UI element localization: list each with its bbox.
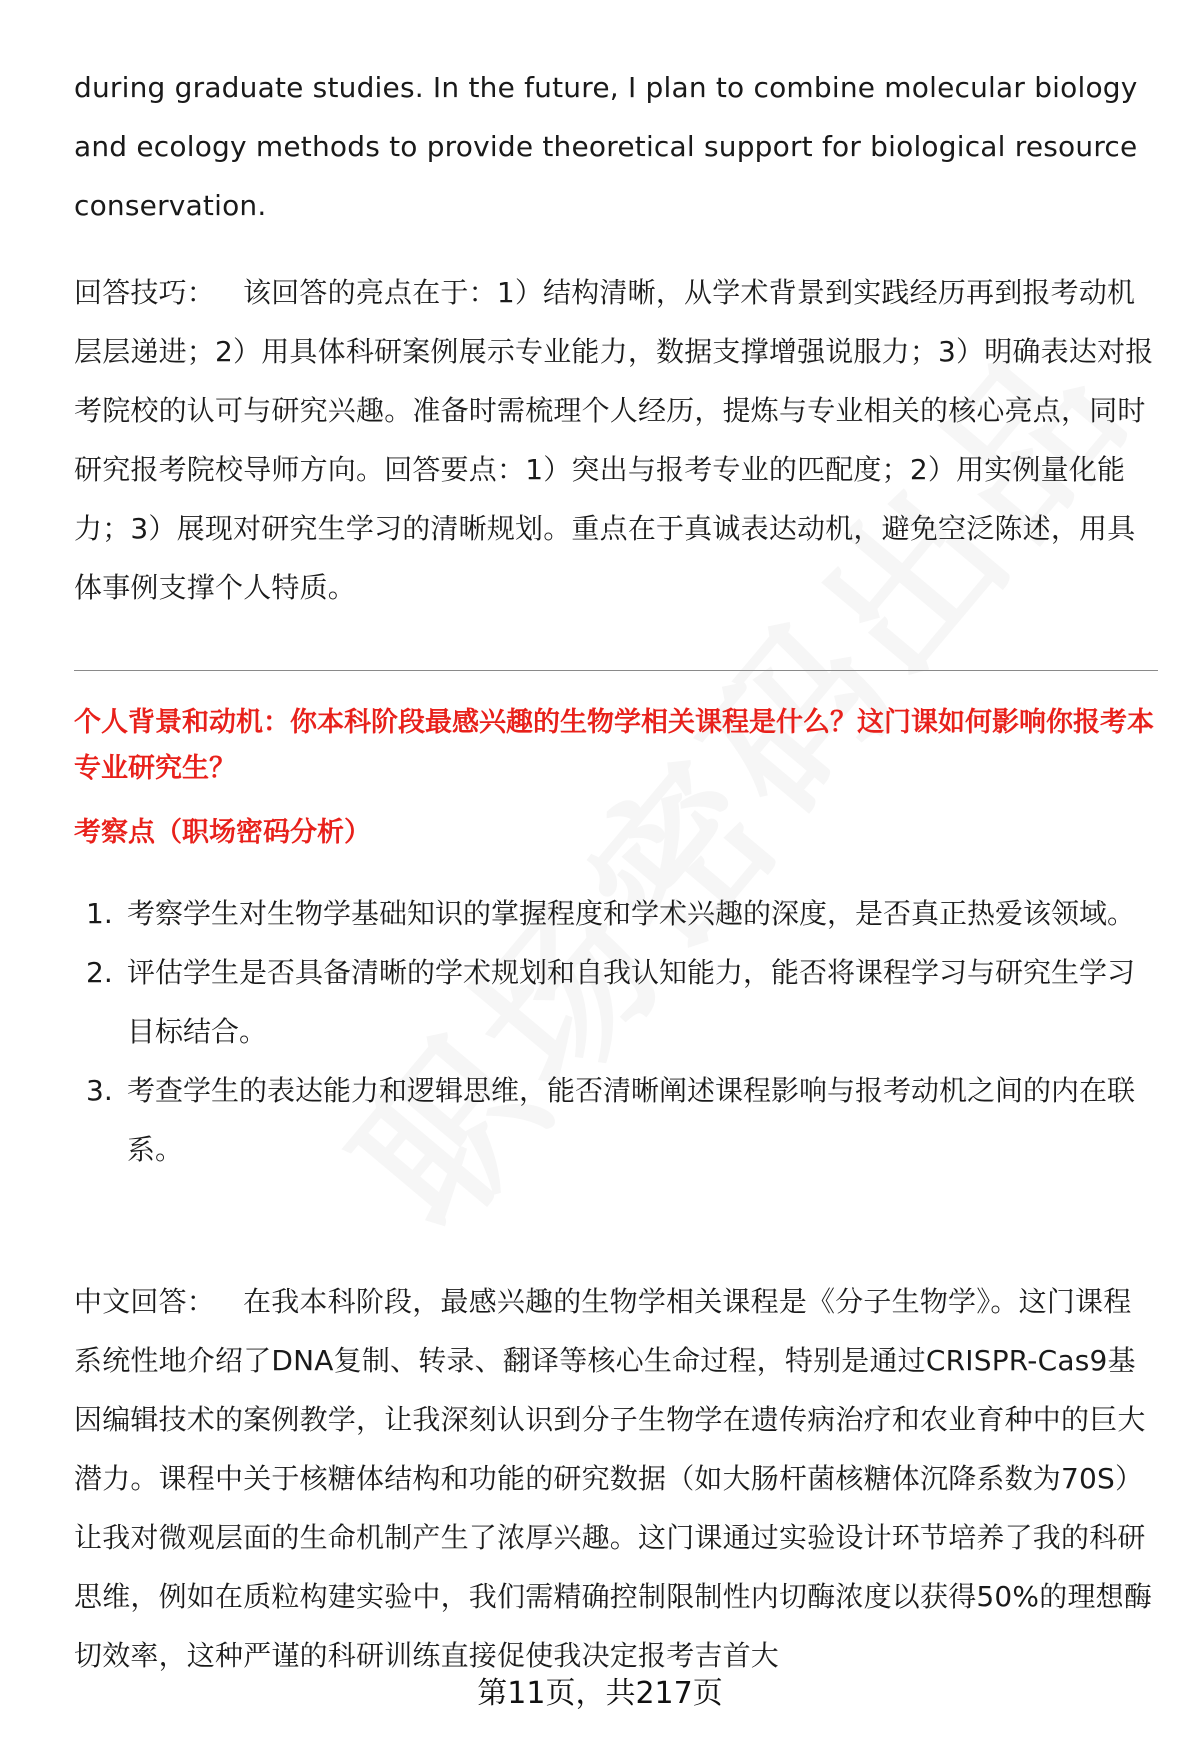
answer-text: 在我本科阶段，最感兴趣的生物学相关课程是《分子生物学》。这门课程系统性地介绍了DNA复制、转录、翻译等核心生命过程，特别是通过CRISPR-Cas9基因编辑技术的案例教学，让我深刻认识到分子生物学在遗传病治疗和农业育种中的巨大潜力。课程中关于核糖体结构和功能的研究数据（如大肠杆菌核糖体沉降系数为70S）让我对微观层面的生命机制产生了浓厚兴趣。这门课通过实验设计环节培养了我的科研思维，例如在质粒构建实验中，我们需精确控制限制性内切酶浓度以获得50%的理想酶切效率，这种严谨的科研训练直接促使我决定报考吉首大 [74,1285,1153,1672]
exam-points-list [74,884,1158,1179]
list-item [74,1061,1158,1179]
answer-label: 中文回答： [74,1285,216,1318]
list-item-text: 考察学生对生物学基础知识的掌握程度和学术兴趣的深度，是否真正热爱该领域。 [127,897,1136,930]
top-section [74,58,1154,617]
intro-paragraph-tail: during graduate studies. In the future, I plan to combine molecular biology and ecology methods to provide theoretical support for biological resource conservation. [74,71,1138,222]
list-item-number: 2. [86,956,113,989]
tips-text: 该回答的亮点在于：1）结构清晰，从学术背景到实践经历再到报考动机层层递进；2）用具体科研案例展示专业能力，数据支撑增强说服力；3）明确表达对报考院校的认可与研究兴趣。准备时需梳理个人经历，提炼与专业相关的核心亮点，同时研究报考院校导师方向。回答要点：1）突出与报考专业的匹配度；2）用实例量化能力；3）展现对研究生学习的清晰规划。重点在于真诚表达动机，避免空泛陈述，用具体事例支撑个人特质。 [74,276,1154,604]
section-divider [74,670,1158,671]
list-item-number: 1. [86,897,113,930]
tips-label: 回答技巧： [74,276,216,309]
list-item-text: 评估学生是否具备清晰的学术规划和自我认知能力，能否将课程学习与研究生学习目标结合。 [127,956,1136,1048]
exam-points-heading: 考察点（职场密码分析） [74,817,371,848]
tips-paragraph [74,263,1154,617]
question-heading: 个人背景和动机：你本科阶段最感兴趣的生物学相关课程是什么？这门课如何影响你报考本专业研究生？ [74,707,1154,784]
list-item [74,884,1158,943]
list-item [74,943,1158,1061]
list-item-text: 考查学生的表达能力和逻辑思维，能否清晰阐述课程影响与报考动机之间的内在联系。 [127,1074,1136,1166]
page-number: 第11页，共217页 [477,1676,723,1711]
answer-section [74,1272,1158,1685]
list-item-number: 3. [86,1074,113,1107]
answer-paragraph [74,1272,1158,1685]
